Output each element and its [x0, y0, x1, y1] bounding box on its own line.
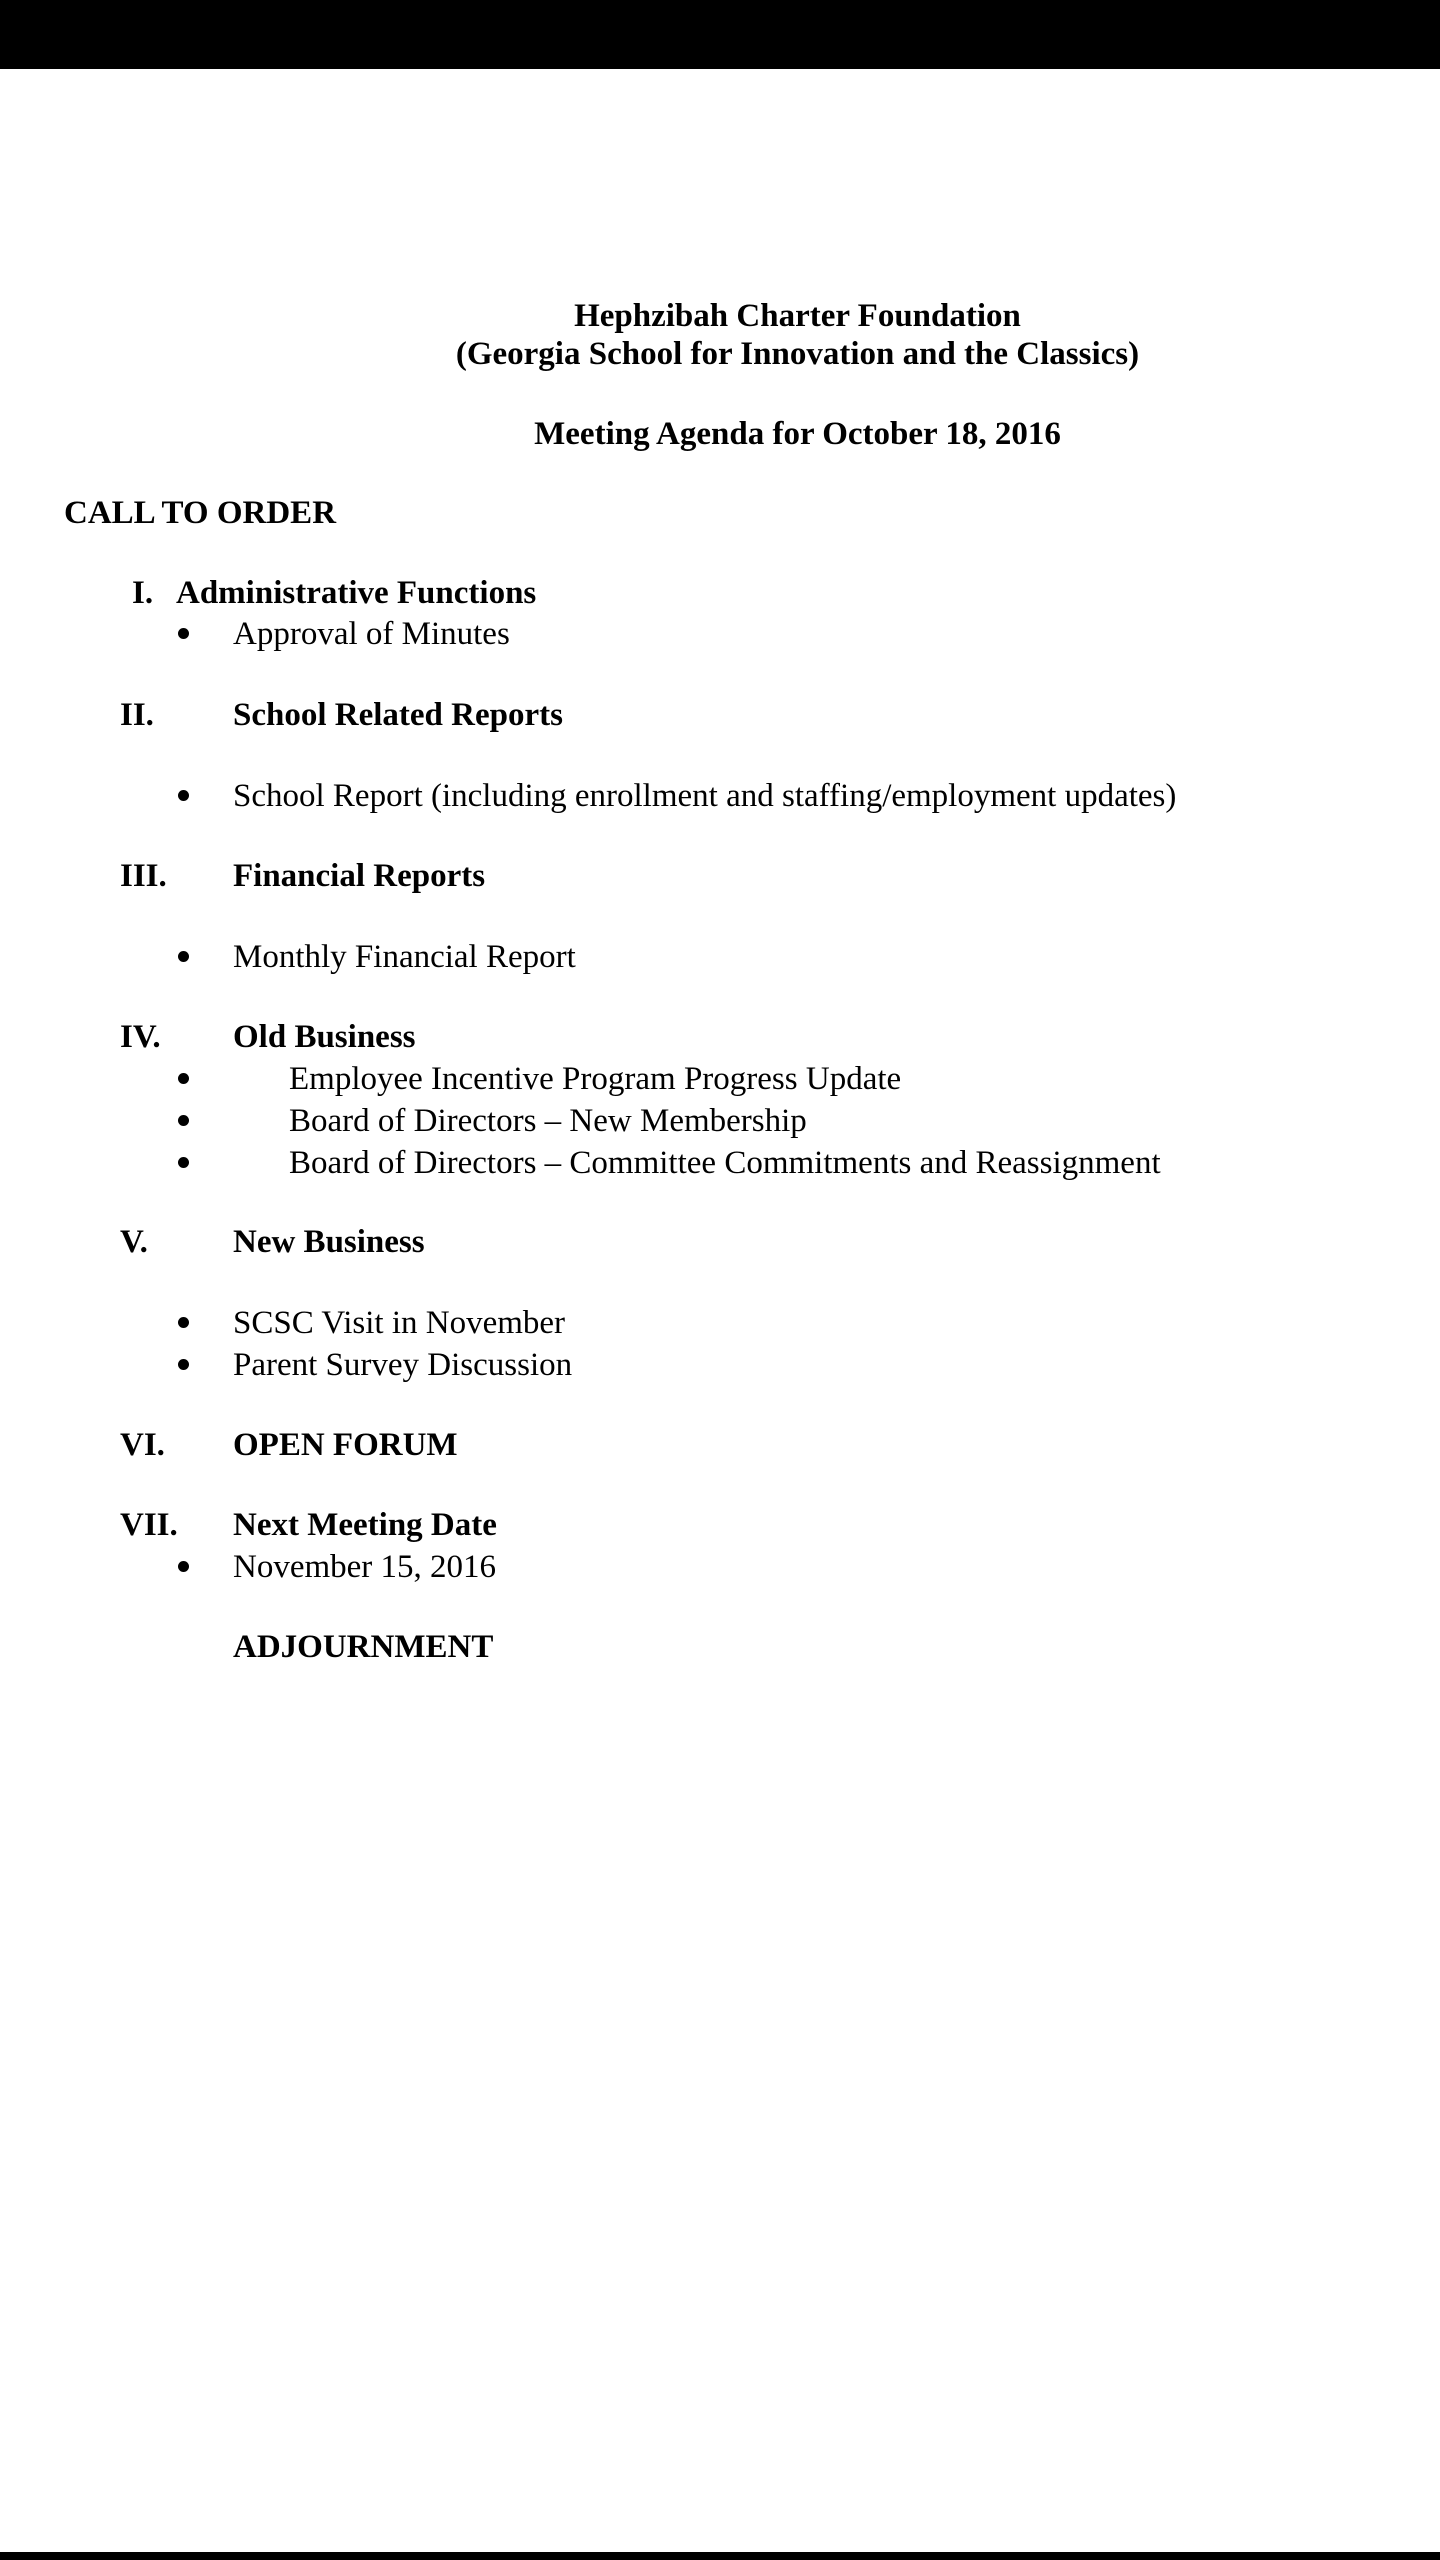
- agenda-item: SCSC Visit in November: [233, 1305, 566, 1341]
- school-name: (Georgia School for Innovation and the Classics): [455, 336, 1140, 372]
- section-title-financial-reports: Financial Reports: [233, 858, 486, 894]
- bullet-icon: [178, 1317, 189, 1328]
- section-title-old-business: Old Business: [233, 1019, 416, 1055]
- section-numeral: III.: [120, 858, 167, 894]
- bottom-black-bar: [0, 2552, 1440, 2560]
- agenda-item: Board of Directors – New Membership: [289, 1103, 807, 1139]
- adjournment-heading: ADJOURNMENT: [233, 1629, 494, 1665]
- section-numeral: V.: [120, 1224, 148, 1260]
- bullet-icon: [178, 1359, 189, 1370]
- section-numeral: VI.: [120, 1427, 165, 1463]
- section-numeral: VII.: [120, 1507, 178, 1543]
- agenda-title: Meeting Agenda for October 18, 2016: [534, 416, 1061, 452]
- section-title-new-business: New Business: [233, 1224, 425, 1260]
- agenda-item: Monthly Financial Report: [233, 939, 576, 975]
- section-numeral: I.: [132, 575, 154, 611]
- agenda-item: Approval of Minutes: [233, 616, 510, 652]
- agenda-item: Board of Directors – Committee Commitments and Reassignment: [289, 1145, 1161, 1181]
- agenda-item: Employee Incentive Program Progress Update: [289, 1061, 902, 1097]
- bullet-icon: [178, 628, 189, 639]
- org-name: Hephzibah Charter Foundation: [574, 298, 1021, 334]
- agenda-item: School Report (including enrollment and staffing/employment updates): [233, 778, 1177, 814]
- bullet-icon: [178, 1115, 189, 1126]
- agenda-item: November 15, 2016: [233, 1549, 497, 1585]
- bullet-icon: [178, 1073, 189, 1084]
- bullet-icon: [178, 790, 189, 801]
- bullet-icon: [178, 1561, 189, 1572]
- agenda-item: Parent Survey Discussion: [233, 1347, 573, 1383]
- section-title-administrative-functions: Administrative Functions: [176, 575, 537, 611]
- section-title-school-related-reports: School Related Reports: [233, 697, 563, 733]
- section-title-open-forum: OPEN FORUM: [233, 1427, 458, 1463]
- section-numeral: IV.: [120, 1019, 161, 1055]
- call-to-order-heading: CALL TO ORDER: [64, 495, 337, 531]
- section-title-next-meeting-date: Next Meeting Date: [233, 1507, 497, 1543]
- section-numeral: II.: [120, 697, 154, 733]
- bullet-icon: [178, 951, 189, 962]
- bullet-icon: [178, 1157, 189, 1168]
